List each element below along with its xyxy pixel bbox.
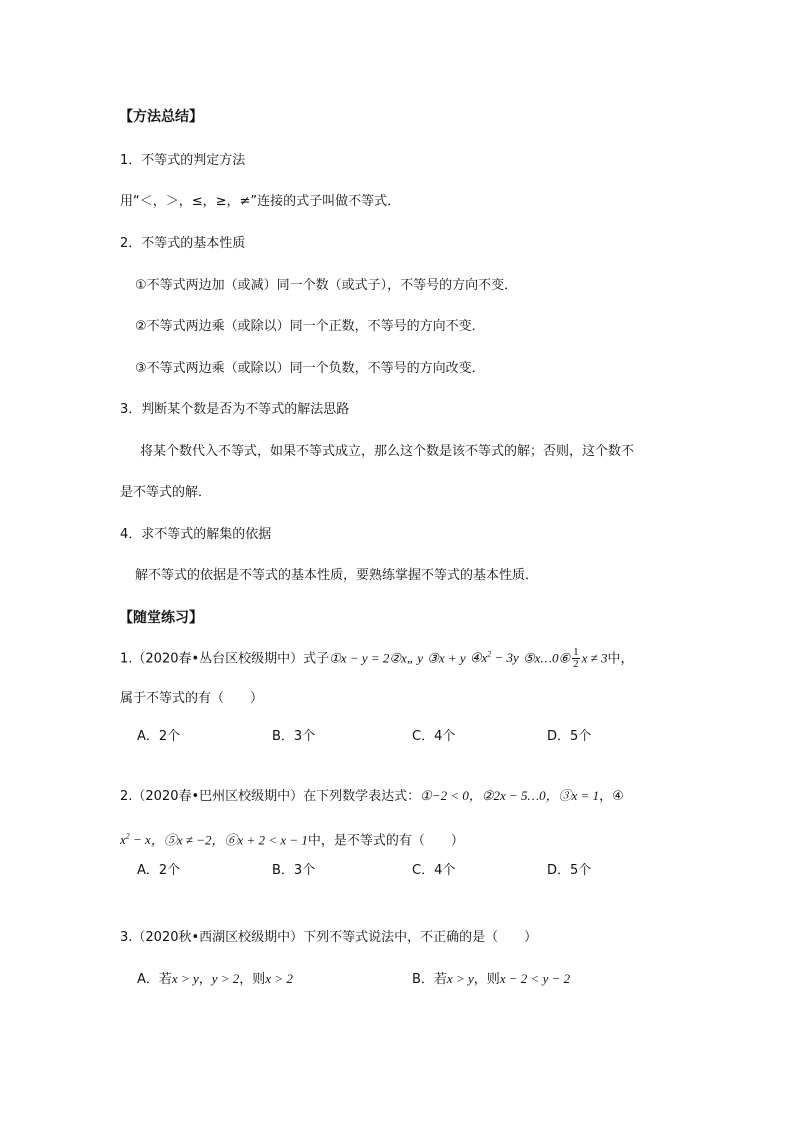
q1-expr-6: x ≠ 3 — [581, 650, 608, 666]
q2-suffix: 中，是不等式的有（ ） — [307, 833, 464, 849]
q1-expr-4-exp: 2 — [487, 650, 492, 659]
q1-option-a[interactable]: A．2个 — [137, 729, 181, 744]
q3-option-b-expr-2: x − 2 < y − 2 — [499, 971, 571, 986]
q1-expr-5: ⑤x…0 — [522, 650, 559, 666]
q1-fraction-num: 1 — [573, 646, 579, 659]
q3-option-a[interactable] — [137, 970, 293, 989]
q2-option-c[interactable]: C．4个 — [412, 863, 456, 878]
q1-option-d[interactable]: D．5个 — [547, 729, 592, 744]
s1-text: 用“＜，＞，≤，≥，≠”连接的式子叫做不等式． — [120, 194, 401, 209]
practice-heading: 【随堂练习】 — [119, 610, 203, 626]
q1-option-b[interactable]: B．3个 — [272, 729, 316, 744]
q3-option-a-then: ，则 — [239, 972, 266, 987]
s4-text: 解不等式的依据是不等式的基本性质，要熟练掌握不等式的基本性质． — [135, 568, 539, 583]
q3-option-b-then: ，则 — [473, 972, 500, 987]
q2-option-b[interactable]: B．3个 — [272, 863, 316, 878]
q1-fraction — [572, 647, 580, 670]
s3-text-line1: 将某个数代入不等式，如果不等式成立，那么这个数是该不等式的解；否则，这个数不 — [140, 444, 635, 459]
q2-expr-4-rest: − x — [129, 832, 151, 848]
s2-title: 2．不等式的基本性质 — [120, 236, 246, 251]
q1-expr-2: ②x„ y — [389, 650, 424, 666]
s2-property-2: ②不等式两边乘（或除以）同一个正数，不等号的方向不变． — [135, 319, 485, 334]
q3-option-a-sep: ， — [198, 972, 212, 987]
q1-expr-4 — [470, 650, 519, 665]
q1-expr-4-base: ④x — [469, 650, 488, 666]
q2-expr-5: ，⑤x ≠ −2 — [150, 832, 212, 848]
s2-property-1: ①不等式两边加（或减）同一个数（或式子），不等号的方向不变． — [135, 278, 518, 293]
q2-expr-6: ，⑥x + 2 < x − 1 — [211, 832, 308, 848]
q1-line2: 属于不等式的有（ ） — [120, 691, 264, 706]
q1-expr-4-rest: − 3y — [491, 650, 519, 666]
s3-title: 3．判断某个数是否为不等式的解法思路 — [120, 402, 350, 417]
summary-heading: 【方法总结】 — [119, 109, 203, 125]
q3-option-a-expr-2: y > 2 — [211, 971, 240, 986]
q1-suffix: 中， — [607, 651, 634, 667]
s1-title: 1．不等式的判定方法 — [120, 153, 246, 168]
q2-expr-3: ，③x = 1 — [545, 788, 600, 803]
s3-text-line2: 是不等式的解． — [120, 485, 212, 500]
q3-option-a-label: A．若 — [137, 972, 172, 987]
s4-title: 4．求不等式的解集的依据 — [120, 527, 272, 542]
q1-expr-1: ①x − y = 2 — [329, 650, 390, 666]
q2-line2 — [120, 828, 464, 850]
q3-stem: 3.（2020秋•西湖区校级期中）下列不等式说法中，不正确的是（ ） — [120, 930, 538, 945]
q2-expr-4-base: x — [120, 832, 126, 848]
s2-property-3: ③不等式两边乘（或除以）同一个负数，不等号的方向改变． — [135, 361, 485, 376]
q2-option-d[interactable]: D．5个 — [547, 863, 592, 878]
q2-expr-4-mark: ，④ — [599, 789, 624, 804]
q2-expr-1: ①−2 < 0 — [420, 788, 469, 803]
q1-option-c[interactable]: C．4个 — [412, 729, 456, 744]
q1-expr-6-mark: ⑥ — [558, 650, 571, 666]
q3-option-b-label: B．若 — [412, 972, 447, 987]
q3-option-b-expr-1: x > y — [446, 971, 474, 986]
q2-expr-2: ，②2x − 5…0 — [468, 788, 546, 803]
q1-expr-3: ③x + y — [427, 650, 466, 666]
q2-prefix: 2.（2020春•巴州区校级期中）在下列数学表达式： — [120, 789, 421, 804]
q2-option-a[interactable]: A．2个 — [137, 863, 181, 878]
q1-stem — [120, 646, 634, 670]
q3-option-a-expr-1: x > y — [171, 971, 199, 986]
q2-stem — [120, 787, 624, 806]
q2-expr-4-exp: 2 — [125, 832, 130, 841]
q1-prefix: 1.（2020春•丛台区校级期中）式子 — [120, 651, 330, 667]
q3-option-b[interactable] — [412, 970, 570, 989]
q3-option-a-expr-3: x > 2 — [265, 971, 293, 986]
q2-expr-4 — [120, 832, 151, 847]
q1-fraction-den: 2 — [573, 658, 579, 671]
